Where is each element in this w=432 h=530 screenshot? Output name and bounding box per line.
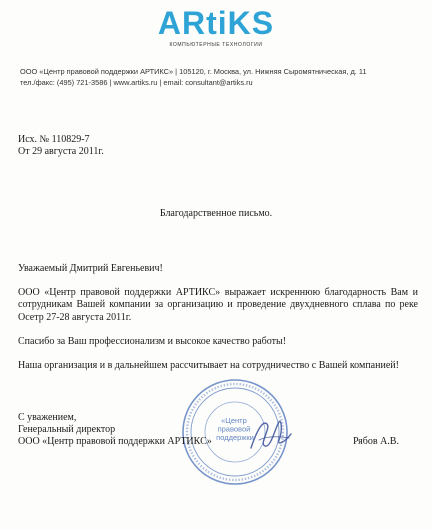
signer-position: Генеральный директор [18,424,116,435]
reference-number: Исх. № 110829-7 [18,134,90,145]
signature-block [18,412,212,448]
cooperation-paragraph: Наша организация и в дальнейшем рассчитывает на сотрудничество с Вашей компанией! [18,360,399,371]
letterhead-address: ООО «Центр правовой поддержки АРТИКС» | 105120, г. Москва, ул. Нижняя Сыромятническая, д. 11 [20,67,367,76]
reference-date: От 29 августа 2011г. [18,146,104,157]
logo-wordmark: ARtiKS [157,5,275,41]
outgoing-reference [18,134,104,158]
company-logo [0,6,432,49]
greeting: Уважаемый Дмитрий Евгеньевич! [18,263,163,274]
document-title: Благодарственное письмо. [159,208,273,219]
letterhead-contacts [20,66,420,88]
stamp-center-text: «Центр правовой поддержки [216,416,254,442]
logo-tagline: КОМПЬЮТЕРНЫЕ ТЕХНОЛОГИИ [169,42,263,48]
main-paragraph: ООО «Центр правовой поддержки АРТИКС» выражает искреннюю благодарность Вам и сотрудникам Вашей компании за организацию и проведение двухдневного сплава по реке Осетр 27-28 августа 2011г. [18,287,418,323]
handwritten-signature [245,410,295,460]
thanks-paragraph: Спасибо за Ваш профессионализм и высокое качество работы! [18,336,287,347]
signer-organization: ООО «Центр правовой поддержки АРТИКС» [18,436,212,447]
closing-regards: С уважением, [18,412,77,423]
letterhead-phone-web-email: тел./факс: (495) 721-3586 | www.artiks.ru | email: consultant@artiks.ru [20,78,253,87]
signer-name: Рябов А.В. [353,436,399,447]
